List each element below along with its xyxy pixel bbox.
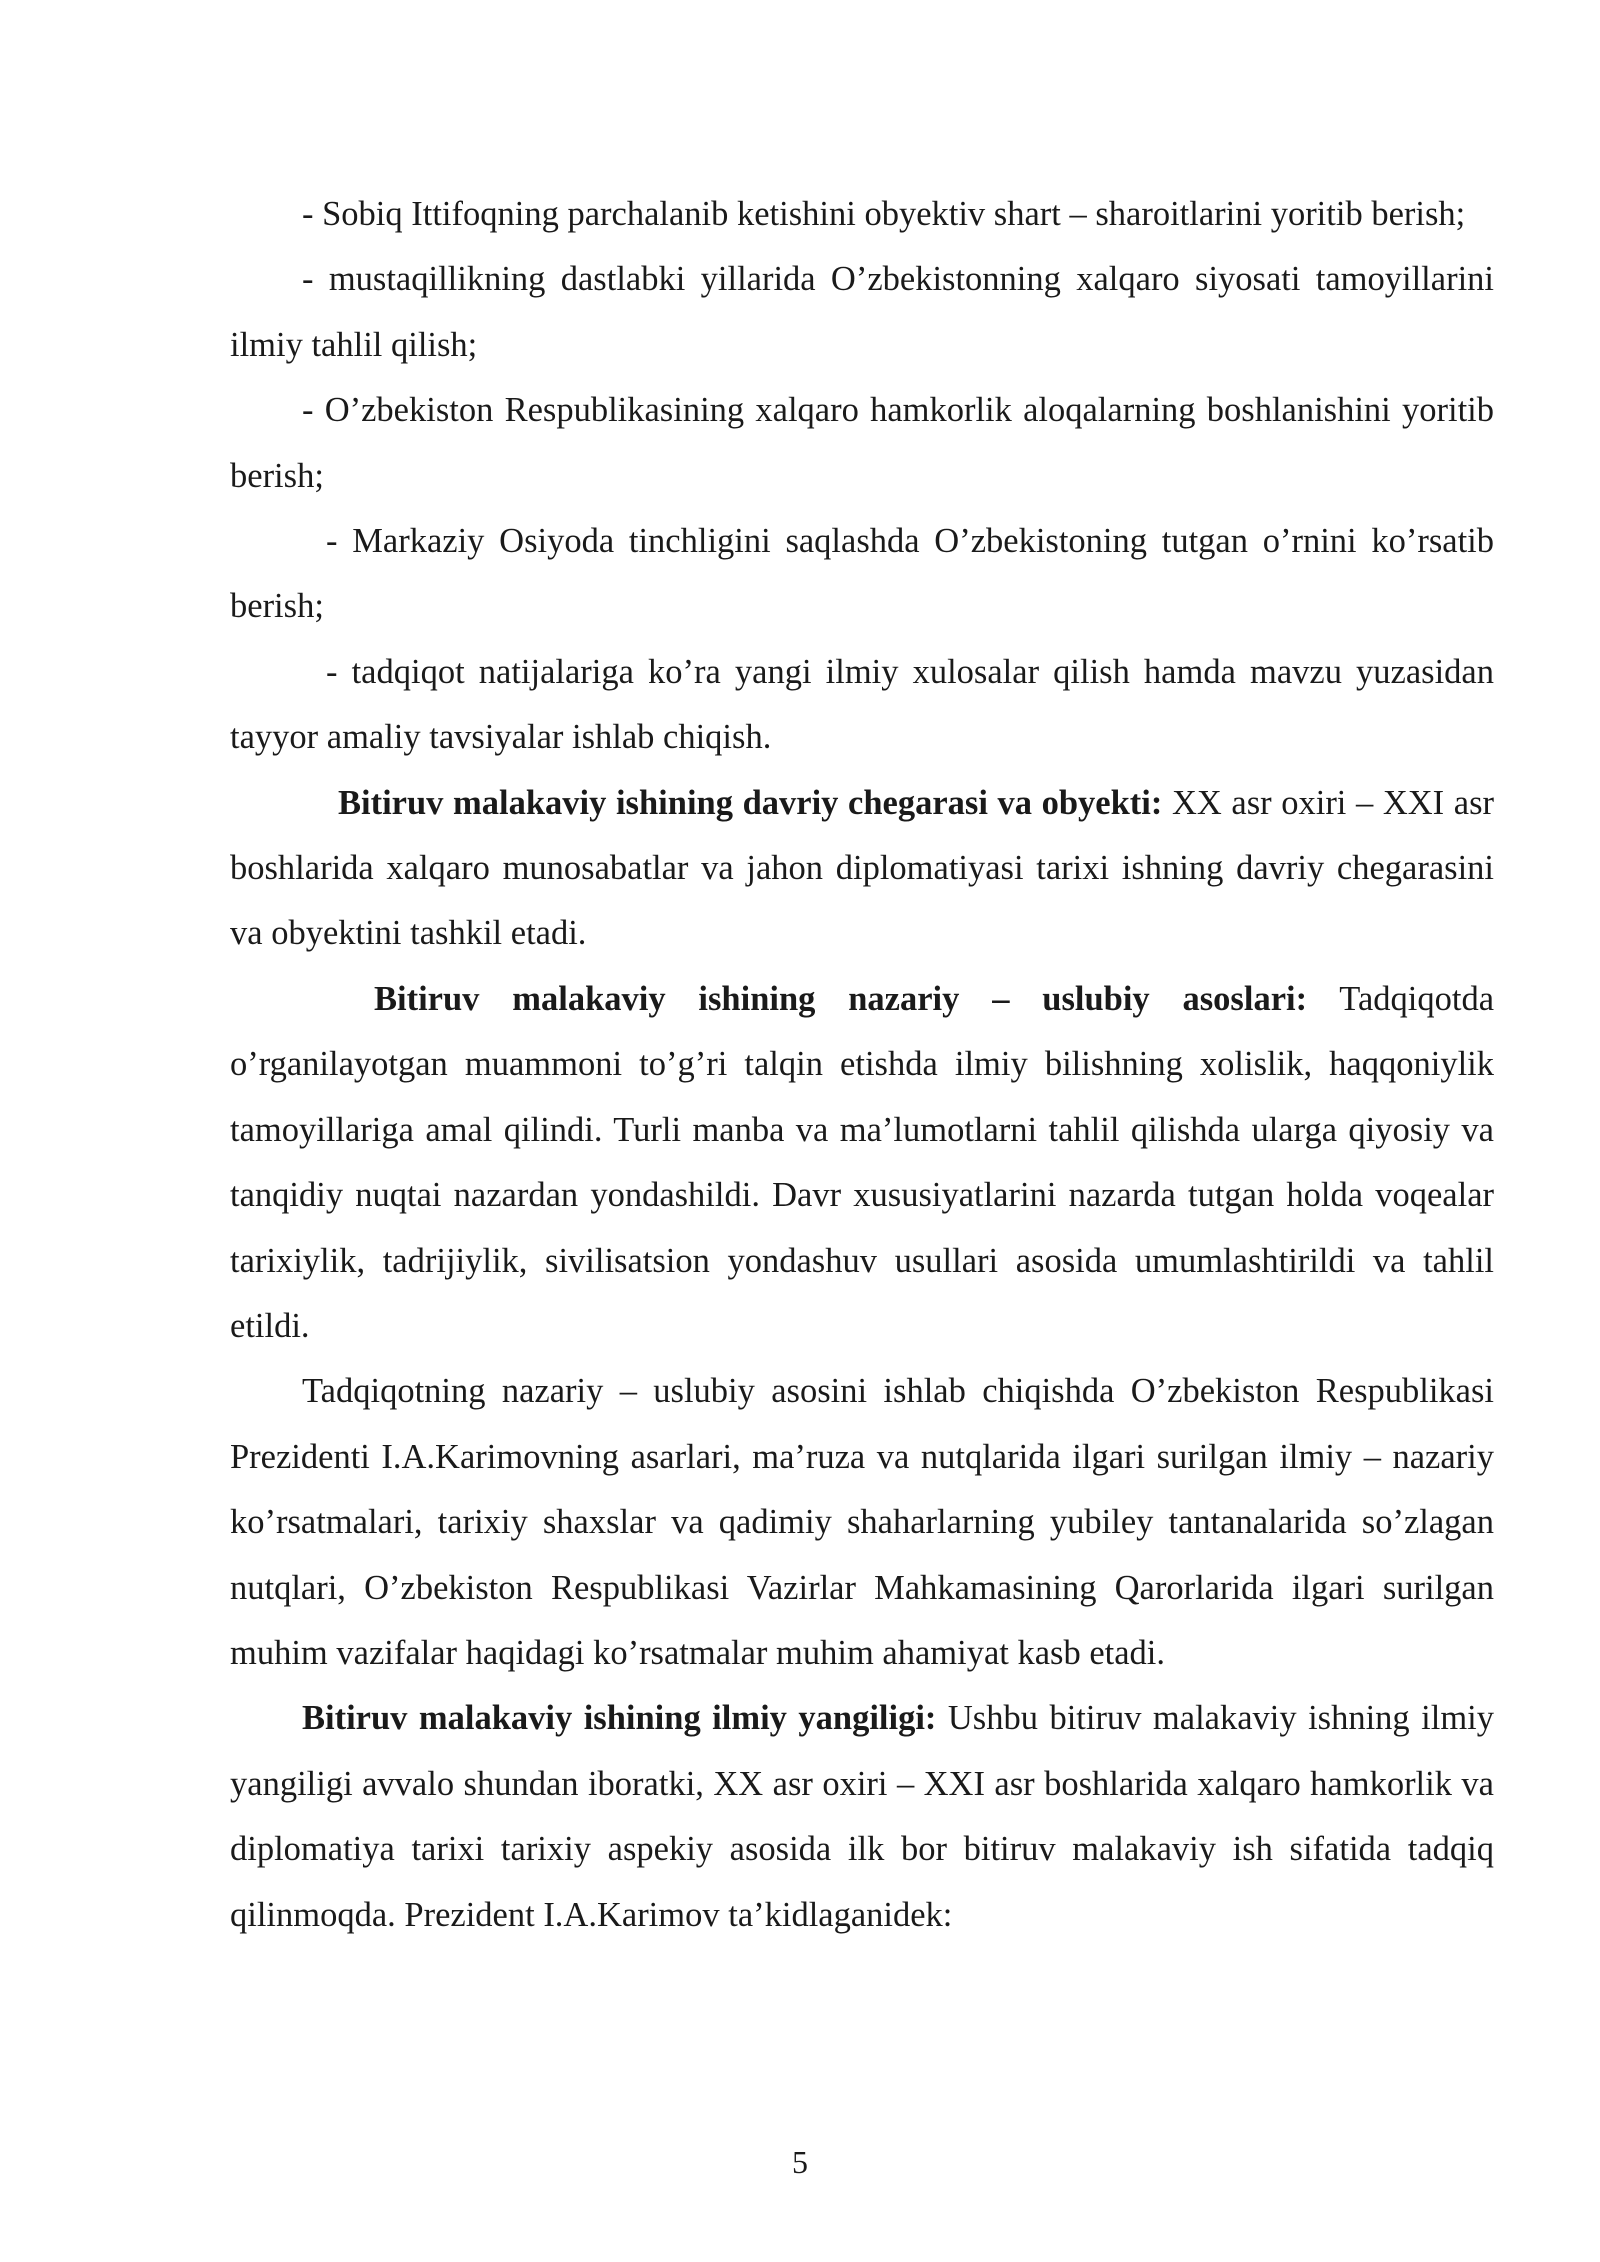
paragraph-text: - Markaziy Osiyoda tinchligini saqlashda O’zbekistoning tutgan o’rnini ko’rsatib berish;	[230, 522, 1494, 626]
list-item-conclusions	[230, 640, 1494, 771]
section-heading: Bitiruv malakaviy ishining ilmiy yangiligi:	[302, 1699, 937, 1738]
paragraph-text: Tadqiqotda o’rganilayotgan muammoni to’g’ri talqin etishda ilmiy bilishning xolislik, haqqoniylik tamoyillariga amal qilindi. Turli manba va ma’lumotlarni tahlil qilishda ularga qiyosiy va tanqidiy nuqtai nazardan yondashildi. Davr xususiyatlarini nazarda tutgan holda voqealar tarixiylik, tadrijiylik, sivilisatsion yondashuv usullari asosida umumlashtirildi va tahlil etildi.	[230, 979, 1495, 1345]
list-item-soviet-collapse	[230, 182, 1494, 247]
paragraph-text: - Sobiq Ittifoqning parchalanib ketishini obyektiv shart – sharoitlarini yoritib berish;	[302, 195, 1466, 233]
section-methodology	[230, 967, 1494, 1359]
section-heading: Bitiruv malakaviy ishining nazariy – uslubiy asoslari:	[374, 979, 1308, 1018]
list-item-international-cooperation	[230, 378, 1494, 509]
paragraph-methodological-basis	[230, 1359, 1494, 1686]
section-chronological-scope	[230, 771, 1494, 967]
paragraph-text: XX asr oxiri – XXI asr boshlarida xalqaro munosabatlar va jahon diplomatiyasi tarixi ishning davriy chegarasini va obyektini tashkil etadi.	[230, 783, 1494, 953]
page-number: 5	[792, 2144, 808, 2180]
paragraph-text: Tadqiqotning nazariy – uslubiy asosini ishlab chiqishda O’zbekiston Respublikasi Prezidenti I.A.Karimovning asarlari, ma’ruza va nutqlarida ilgari surilgan ilmiy – nazariy ko’rsatmalari, tarixiy shaxslar va qadimiy shaharlarning yubiley tantanalarida so’zlagan nutqlari, O’zbekiston Respublikasi Vazirlar Mahkamasining Qarorlarida ilgari surilgan muhim vazifalar haqidagi ko’rsatmalar muhim ahamiyat kasb etadi.	[230, 1372, 1494, 1672]
paragraph-text: - mustaqillikning dastlabki yillarida O’zbekistonning xalqaro siyosati tamoyillarini ilmiy tahlil qilish;	[230, 260, 1494, 364]
section-heading: Bitiruv malakaviy ishining davriy chegarasi va obyekti:	[338, 783, 1163, 822]
paragraph-text: Ushbu bitiruv malakaviy ishning ilmiy yangiligi avvalo shundan iboratki, XX asr oxiri – XXI asr boshlarida xalqaro hamkorlik va diplomatiya tarixi tarixiy aspekiy asosida ilk bor bitiruv malakaviy ish sifatida tadqiq qilinmoqda. Prezident I.A.Karimov ta’kidlaganidek:	[230, 1699, 1494, 1934]
paragraph-text: - tadqiqot natijalariga ko’ra yangi ilmiy xulosalar qilish hamda mavzu yuzasidan tayyor amaliy tavsiyalar ishlab chiqish.	[230, 652, 1494, 757]
paragraph-text: - O’zbekiston Respublikasining xalqaro hamkorlik aloqalarning boshlanishini yoritib berish;	[230, 391, 1494, 495]
list-item-central-asia-peace	[230, 509, 1494, 640]
document-body	[230, 182, 1494, 1948]
list-item-foreign-policy-principles	[230, 247, 1494, 378]
section-scientific-novelty	[230, 1686, 1494, 1948]
